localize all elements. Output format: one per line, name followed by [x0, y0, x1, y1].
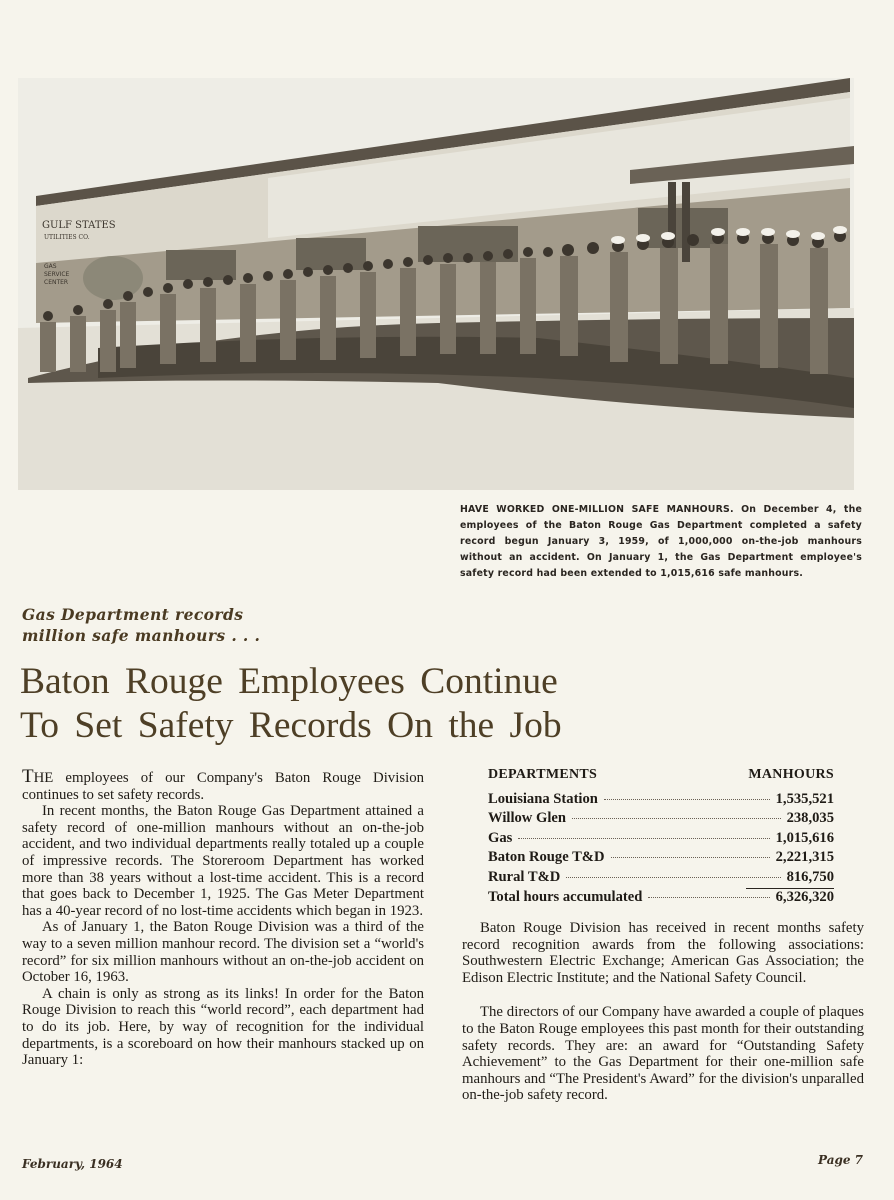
- row-value: 238,035: [786, 810, 834, 827]
- col-departments: DEPARTMENTS: [488, 767, 598, 782]
- row-value: 1,535,521: [775, 791, 834, 807]
- table-row: [488, 810, 834, 829]
- paragraph-1-text: HE employees of our Company's Baton Rouge Division continues to set safety records.: [22, 770, 424, 803]
- table-row: [488, 791, 834, 810]
- table-row: [488, 849, 834, 868]
- manhours-table: [488, 767, 834, 908]
- leader-dots: [572, 818, 781, 819]
- row-value: 2,221,315: [775, 849, 834, 866]
- table-header: [488, 767, 834, 783]
- paragraph-4: A chain is only as strong as its links! In order for the Baton Rouge Division to reach this “world record”, each department had to do its job. Here, by way of recognition for the individual departments, is a scoreboard on how their manhours stacked up on January 1:: [22, 985, 424, 1069]
- headline-line-1: Baton Rouge Employees Continue: [20, 661, 558, 702]
- caption-text: On December 4, the employees of the Baton Rouge Gas Department completed a safety record begun January 3, 1959, of 1,000,000 on-the-job manhours without an accident. On January 1, the Gas Department employee's safety record had been extended to 1,015,616 safe manhours.: [460, 504, 862, 579]
- small-sign-3: CENTER: [44, 279, 69, 286]
- dropcap: T: [22, 766, 34, 787]
- leader-dots: [566, 877, 780, 878]
- leader-dots: [648, 897, 769, 898]
- article-right-column: [462, 920, 864, 1122]
- footer-date: February, 1964: [22, 1157, 123, 1171]
- page-number: Page 7: [818, 1153, 864, 1167]
- headline-line-2: To Set Safety Records On the Job: [20, 705, 562, 746]
- kicker-line-2: million safe manhours . . .: [22, 626, 261, 645]
- paragraph-5: Baton Rouge Division has received in recent months safety record recognition awards from the following associations: Southwestern Electric Exchange; American Gas Association; the Edison Electric Institute; and the National Safety Council.: [462, 920, 864, 986]
- paragraph-3: As of January 1, the Baton Rouge Division was a third of the way to a seven million manhour record. The division set a “world's record” for six million manhours without an on-the-job accident on October 16, 1963.: [22, 919, 424, 986]
- paragraph-2: In recent months, the Baton Rouge Gas Department attained a safety record of one-million manhours without an on-the-job accident, and two individual departments really totaled up a couple of impressive records. The Storeroom Department has worked more than 38 years without a lost-time accident. This is a record that goes back to December 1, 1925. The Gas Meter Department has a 40-year record of no lost-time accidents which began in 1923.: [22, 803, 424, 919]
- table-row: [488, 869, 834, 888]
- photo-caption: [460, 502, 862, 582]
- small-sign-2: SERVICE: [44, 271, 70, 278]
- headline: [20, 660, 880, 748]
- leader-dots: [604, 799, 770, 800]
- building-sign-sub: UTILITIES CO.: [44, 234, 90, 241]
- table-row: [488, 830, 834, 849]
- total-value: 6,326,320: [775, 888, 834, 905]
- paragraph-1: [22, 766, 424, 803]
- col-manhours: MANHOURS: [748, 767, 834, 782]
- row-value: 816,750: [786, 868, 834, 885]
- row-dept: Louisiana Station: [488, 791, 598, 807]
- row-dept: Baton Rouge T&D: [488, 849, 605, 866]
- small-sign-1: GAS: [44, 263, 57, 270]
- table-total-row: [488, 889, 834, 908]
- article-left-column: [22, 766, 424, 1069]
- leader-dots: [611, 857, 770, 858]
- row-value: 1,015,616: [775, 829, 834, 846]
- leader-dots: [518, 838, 769, 839]
- group-photo: [18, 78, 854, 490]
- caption-lead: HAVE WORKED ONE-MILLION SAFE MANHOURS.: [460, 504, 734, 515]
- kicker: [22, 604, 322, 646]
- total-label: Total hours accumulated: [488, 888, 643, 905]
- building-sign: GULF STATES: [42, 220, 116, 231]
- row-dept: Gas: [488, 829, 513, 846]
- paragraph-6: The directors of our Company have awarded a couple of plaques to the Baton Rouge employees this past month for their outstanding safety records. They are: an award for “Outstanding Safety Achievement” to the Gas Department for their one-million safe manhours and “The President's Award” for the division's unparalled on-the-job safety record.: [462, 1004, 864, 1104]
- photo-illustration: [18, 78, 854, 490]
- row-dept: Willow Glen: [488, 810, 566, 827]
- row-dept: Rural T&D: [488, 868, 561, 885]
- kicker-line-1: Gas Department records: [22, 605, 244, 624]
